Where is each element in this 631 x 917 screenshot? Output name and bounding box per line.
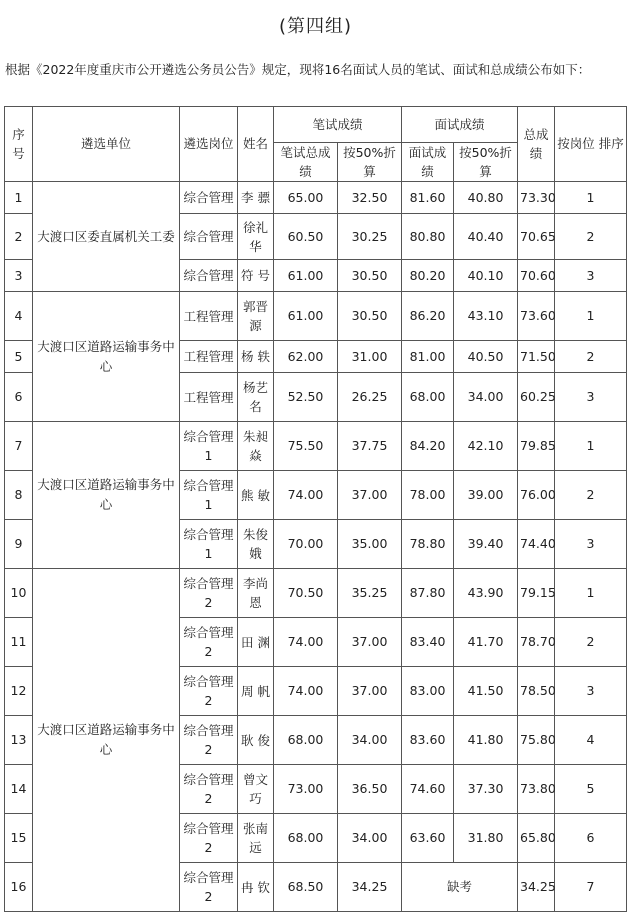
seq-cell: 16 — [5, 863, 33, 912]
position-cell: 工程管理 — [180, 292, 238, 341]
interview-cell: 87.80 — [402, 569, 454, 618]
position-cell: 综合管理2 — [180, 667, 238, 716]
total-cell: 34.25 — [518, 863, 555, 912]
interview-cell: 86.20 — [402, 292, 454, 341]
seq-cell: 14 — [5, 765, 33, 814]
seq-cell: 8 — [5, 471, 33, 520]
written-50-cell: 35.00 — [338, 520, 402, 569]
rank-cell: 3 — [555, 667, 627, 716]
interview-cell: 80.80 — [402, 214, 454, 260]
written-total-cell: 60.50 — [274, 214, 338, 260]
unit-cell: 大渡口区道路运输事务中心 — [33, 422, 180, 569]
page-title: (第四组) — [278, 16, 353, 37]
interview-50-cell: 43.90 — [454, 569, 518, 618]
rank-cell: 3 — [555, 260, 627, 292]
written-50-cell: 37.75 — [338, 422, 402, 471]
seq-cell: 15 — [5, 814, 33, 863]
header-written-50: 按50%折算 — [338, 143, 402, 182]
rank-cell: 1 — [555, 292, 627, 341]
written-total-cell: 75.50 — [274, 422, 338, 471]
seq-cell: 11 — [5, 618, 33, 667]
written-50-cell: 35.25 — [338, 569, 402, 618]
written-50-cell: 31.00 — [338, 341, 402, 373]
total-cell: 75.80 — [518, 716, 555, 765]
written-50-cell: 32.50 — [338, 182, 402, 214]
written-total-cell: 74.00 — [274, 618, 338, 667]
name-cell: 李 骠 — [238, 182, 274, 214]
table-row — [5, 182, 627, 214]
written-total-cell: 52.50 — [274, 373, 338, 422]
position-cell: 综合管理 — [180, 182, 238, 214]
total-cell: 76.00 — [518, 471, 555, 520]
position-cell: 综合管理 — [180, 214, 238, 260]
rank-cell: 2 — [555, 214, 627, 260]
written-50-cell: 34.25 — [338, 863, 402, 912]
unit-cell: 大渡口区道路运输事务中心 — [33, 569, 180, 912]
total-cell: 60.25 — [518, 373, 555, 422]
name-cell: 曾文巧 — [238, 765, 274, 814]
interview-cell: 81.00 — [402, 341, 454, 373]
interview-50-cell: 41.80 — [454, 716, 518, 765]
written-total-cell: 70.50 — [274, 569, 338, 618]
interview-50-cell: 40.10 — [454, 260, 518, 292]
interview-50-cell: 31.80 — [454, 814, 518, 863]
rank-cell: 2 — [555, 341, 627, 373]
header-total: 总成绩 — [518, 107, 555, 182]
seq-cell: 2 — [5, 214, 33, 260]
name-cell: 杨艺名 — [238, 373, 274, 422]
interview-cell: 78.80 — [402, 520, 454, 569]
written-total-cell: 65.00 — [274, 182, 338, 214]
name-cell: 周 帆 — [238, 667, 274, 716]
position-cell: 综合管理2 — [180, 618, 238, 667]
seq-cell: 4 — [5, 292, 33, 341]
seq-cell: 10 — [5, 569, 33, 618]
interview-cell: 78.00 — [402, 471, 454, 520]
position-cell: 工程管理 — [180, 373, 238, 422]
written-50-cell: 34.00 — [338, 814, 402, 863]
position-cell: 综合管理1 — [180, 471, 238, 520]
written-total-cell: 73.00 — [274, 765, 338, 814]
written-total-cell: 68.50 — [274, 863, 338, 912]
interview-cell: 80.20 — [402, 260, 454, 292]
interview-cell: 81.60 — [402, 182, 454, 214]
header-written: 笔试成绩 — [274, 107, 402, 143]
interview-50-cell: 34.00 — [454, 373, 518, 422]
intro-text: 根据《2022年度重庆市公开遴选公务员公告》规定，现将16名面试人员的笔试、面试和总成绩公布如下： — [5, 62, 591, 77]
rank-cell: 7 — [555, 863, 627, 912]
rank-cell: 6 — [555, 814, 627, 863]
seq-cell: 13 — [5, 716, 33, 765]
unit-cell: 大渡口区道路运输事务中心 — [33, 292, 180, 422]
seq-cell: 3 — [5, 260, 33, 292]
written-total-cell: 68.00 — [274, 716, 338, 765]
interview-50-cell: 40.80 — [454, 182, 518, 214]
table-body — [5, 182, 627, 912]
position-cell: 综合管理1 — [180, 422, 238, 471]
rank-cell: 1 — [555, 569, 627, 618]
rank-cell: 2 — [555, 471, 627, 520]
rank-cell: 5 — [555, 765, 627, 814]
seq-cell: 7 — [5, 422, 33, 471]
interview-cell: 68.00 — [402, 373, 454, 422]
written-50-cell: 37.00 — [338, 618, 402, 667]
total-cell: 73.80 — [518, 765, 555, 814]
position-cell: 工程管理 — [180, 341, 238, 373]
interview-50-cell: 40.40 — [454, 214, 518, 260]
total-cell: 74.40 — [518, 520, 555, 569]
written-50-cell: 36.50 — [338, 765, 402, 814]
header-interview-50: 按50%折算 — [454, 143, 518, 182]
rank-cell: 3 — [555, 373, 627, 422]
written-50-cell: 34.00 — [338, 716, 402, 765]
header-rank: 按岗位 排序 — [555, 107, 627, 182]
interview-cell: 63.60 — [402, 814, 454, 863]
interview-50-cell: 43.10 — [454, 292, 518, 341]
name-cell: 朱昶焱 — [238, 422, 274, 471]
header-position: 遴选岗位 — [180, 107, 238, 182]
written-total-cell: 62.00 — [274, 341, 338, 373]
rank-cell: 4 — [555, 716, 627, 765]
name-cell: 符 号 — [238, 260, 274, 292]
table-row — [5, 292, 627, 341]
interview-cell: 84.20 — [402, 422, 454, 471]
interview-50-cell: 37.30 — [454, 765, 518, 814]
written-50-cell: 26.25 — [338, 373, 402, 422]
name-cell: 田 渊 — [238, 618, 274, 667]
rank-cell: 3 — [555, 520, 627, 569]
absent-cell: 缺考 — [402, 863, 518, 912]
position-cell: 综合管理2 — [180, 863, 238, 912]
written-50-cell: 30.50 — [338, 292, 402, 341]
written-total-cell: 61.00 — [274, 260, 338, 292]
table-row — [5, 422, 627, 471]
name-cell: 耿 俊 — [238, 716, 274, 765]
name-cell: 杨 轶 — [238, 341, 274, 373]
written-50-cell: 30.50 — [338, 260, 402, 292]
seq-cell: 1 — [5, 182, 33, 214]
total-cell: 79.85 — [518, 422, 555, 471]
name-cell: 朱俊娥 — [238, 520, 274, 569]
position-cell: 综合管理2 — [180, 716, 238, 765]
written-total-cell: 74.00 — [274, 471, 338, 520]
total-cell: 70.60 — [518, 260, 555, 292]
interview-cell: 83.60 — [402, 716, 454, 765]
seq-cell: 5 — [5, 341, 33, 373]
written-total-cell: 61.00 — [274, 292, 338, 341]
total-cell: 79.15 — [518, 569, 555, 618]
written-50-cell: 30.25 — [338, 214, 402, 260]
written-total-cell: 70.00 — [274, 520, 338, 569]
header-interview: 面试成绩 — [402, 107, 518, 143]
rank-cell: 1 — [555, 182, 627, 214]
position-cell: 综合管理2 — [180, 765, 238, 814]
rank-cell: 2 — [555, 618, 627, 667]
header-seq: 序号 — [5, 107, 33, 182]
header-name: 姓名 — [238, 107, 274, 182]
header-written-total: 笔试总成绩 — [274, 143, 338, 182]
total-cell: 73.60 — [518, 292, 555, 341]
interview-50-cell: 39.40 — [454, 520, 518, 569]
scores-table — [4, 106, 627, 912]
interview-cell: 83.00 — [402, 667, 454, 716]
total-cell: 78.50 — [518, 667, 555, 716]
position-cell: 综合管理1 — [180, 520, 238, 569]
table-row — [5, 569, 627, 618]
total-cell: 73.30 — [518, 182, 555, 214]
header-interview-score: 面试成绩 — [402, 143, 454, 182]
position-cell: 综合管理 — [180, 260, 238, 292]
interview-cell: 83.40 — [402, 618, 454, 667]
written-total-cell: 68.00 — [274, 814, 338, 863]
header-unit: 遴选单位 — [33, 107, 180, 182]
interview-50-cell: 42.10 — [454, 422, 518, 471]
total-cell: 71.50 — [518, 341, 555, 373]
interview-50-cell: 41.50 — [454, 667, 518, 716]
interview-50-cell: 41.70 — [454, 618, 518, 667]
interview-50-cell: 40.50 — [454, 341, 518, 373]
header-row-1 — [5, 107, 627, 143]
seq-cell: 6 — [5, 373, 33, 422]
interview-cell: 74.60 — [402, 765, 454, 814]
total-cell: 78.70 — [518, 618, 555, 667]
position-cell: 综合管理2 — [180, 814, 238, 863]
total-cell: 65.80 — [518, 814, 555, 863]
unit-cell: 大渡口区委直属机关工委 — [33, 182, 180, 292]
name-cell: 冉 钦 — [238, 863, 274, 912]
rank-cell: 1 — [555, 422, 627, 471]
interview-50-cell: 39.00 — [454, 471, 518, 520]
written-total-cell: 74.00 — [274, 667, 338, 716]
seq-cell: 9 — [5, 520, 33, 569]
seq-cell: 12 — [5, 667, 33, 716]
written-50-cell: 37.00 — [338, 667, 402, 716]
position-cell: 综合管理2 — [180, 569, 238, 618]
name-cell: 李尚恩 — [238, 569, 274, 618]
written-50-cell: 37.00 — [338, 471, 402, 520]
name-cell: 张南远 — [238, 814, 274, 863]
total-cell: 70.65 — [518, 214, 555, 260]
name-cell: 熊 敏 — [238, 471, 274, 520]
name-cell: 郭晋源 — [238, 292, 274, 341]
name-cell: 徐礼华 — [238, 214, 274, 260]
